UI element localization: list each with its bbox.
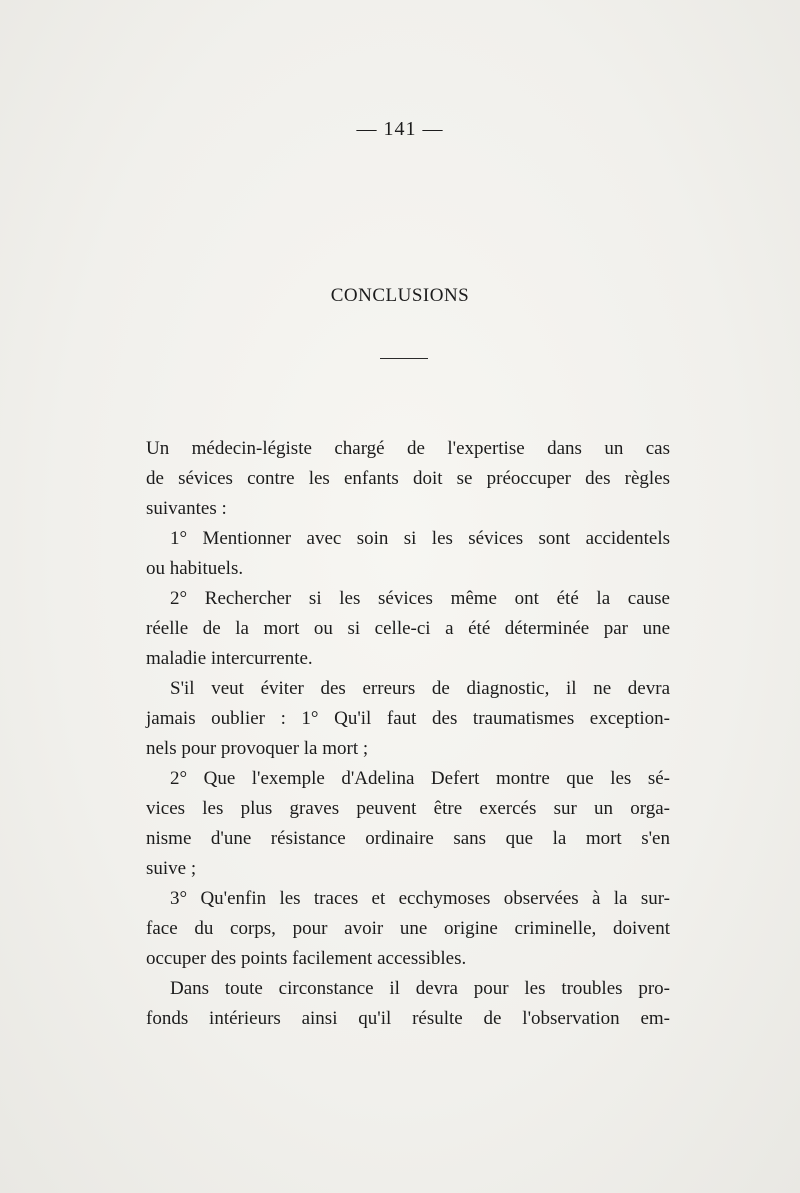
text-line: ou habituels. bbox=[146, 558, 244, 579]
text-line: nels pour provoquer la mort ; bbox=[146, 738, 369, 759]
text-line: maladie intercurrente. bbox=[146, 648, 313, 669]
text-line: occuper des points facilement accessibles. bbox=[146, 948, 467, 969]
text-line: 2° Rechercher si les sévices même ont été la cause bbox=[170, 588, 670, 609]
text-line: nisme d'une résistance ordinaire sans que la mort s'en bbox=[146, 828, 670, 849]
text-line: suivantes : bbox=[146, 498, 227, 519]
body-text bbox=[146, 434, 670, 1034]
text-line: réelle de la mort ou si celle-ci a été déterminée par une bbox=[146, 618, 670, 639]
text-line: jamais oublier : 1° Qu'il faut des traumatismes exception- bbox=[146, 708, 670, 729]
text-line: 3° Qu'enfin les traces et ecchymoses observées à la sur- bbox=[170, 888, 670, 909]
page-number: — 141 — bbox=[356, 118, 444, 140]
text-line: 2° Que l'exemple d'Adelina Defert montre que les sé- bbox=[170, 768, 670, 789]
text-line: 1° Mentionner avec soin si les sévices sont accidentels bbox=[170, 528, 670, 549]
text-line: Dans toute circonstance il devra pour les troubles pro- bbox=[170, 978, 670, 999]
text-line: S'il veut éviter des erreurs de diagnostic, il ne devra bbox=[170, 678, 670, 699]
text-line: suive ; bbox=[146, 858, 197, 879]
text-line: Un médecin-légiste chargé de l'expertise dans un cas bbox=[146, 438, 670, 459]
text-line: vices les plus graves peuvent être exercés sur un orga- bbox=[146, 798, 670, 819]
text-line: fonds intérieurs ainsi qu'il résulte de l'observation em- bbox=[146, 1008, 670, 1029]
text-line: de sévices contre les enfants doit se préoccuper des règles bbox=[146, 468, 670, 489]
heading-divider bbox=[380, 358, 428, 359]
section-heading: CONCLUSIONS bbox=[330, 285, 470, 306]
text-line: face du corps, pour avoir une origine criminelle, doivent bbox=[146, 918, 670, 939]
